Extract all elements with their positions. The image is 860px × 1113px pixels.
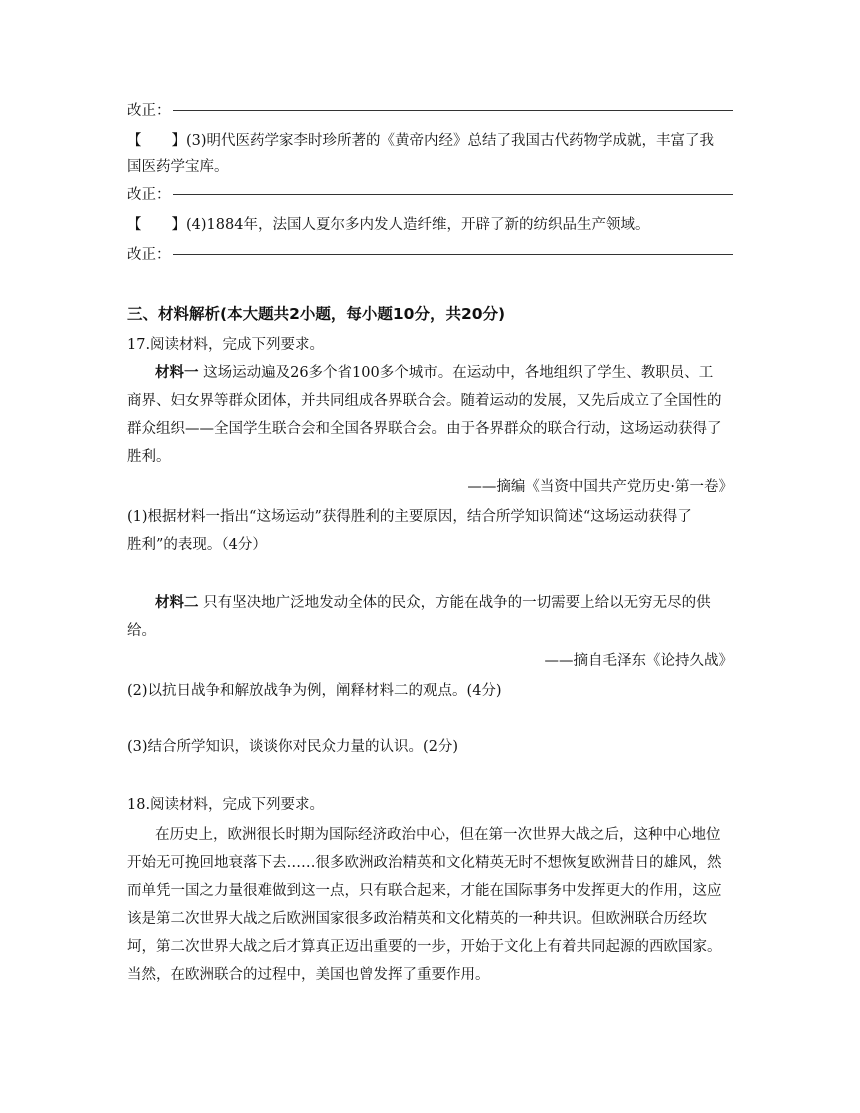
material-source: ——摘编《当资中国共产党历史·第一卷》 <box>467 479 733 495</box>
material-line: 开始无可挽回地衰落下去……很多欧洲政治精英和文化精英无时不想恢复欧洲昔日的雄风，然 <box>127 855 722 871</box>
correction-label: 改正： <box>127 103 171 119</box>
material-line: 在历史上，欧洲很长时期为国际经济政治中心，但在第一次世界大战之后，这种中心地位 <box>155 827 721 843</box>
material-label: 材料二 <box>155 595 199 611</box>
answer-line[interactable] <box>173 194 734 195</box>
answer-line[interactable] <box>173 254 734 255</box>
material-line: 该是第二次世界大战之后欧洲国家很多政治精英和文化精英的一种共识。但欧洲联合历经坎 <box>127 911 707 927</box>
material-line: 当然，在欧洲联合的过程中，美国也曾发挥了重要作用。 <box>127 967 490 983</box>
correction-row <box>127 184 733 206</box>
correction-label: 改正： <box>127 247 171 263</box>
material-line: 坷，第二次世界大战之后才算真正迈出重要的一步，开始于文化上有着共同起源的西欧国家。 <box>127 939 722 955</box>
item-number: (4) <box>186 217 207 233</box>
section-title: 三、材料解析(本大题共2小题，每小题10分，共20分) <box>127 305 506 323</box>
judgement-item-3 <box>127 130 733 152</box>
question-17-stem: 17.阅读材料，完成下列要求。 <box>127 337 325 353</box>
material-1-line: 商界、妇女界等群众团体，并共同组成各界联合会。随着运动的发展，又先后成立了全国性的 <box>127 393 722 409</box>
correction-label: 改正： <box>127 187 171 203</box>
material-line: 而单凭一国之力量很难做到这一点，只有联合起来，才能在国际事务中发挥更大的作用，这应 <box>127 883 722 899</box>
material-2-line <box>155 592 733 614</box>
material-source: ——摘自毛泽东《论持久战》 <box>544 653 733 669</box>
judgement-item-4 <box>127 214 733 236</box>
material-2-line: 给。 <box>127 623 156 639</box>
correction-row <box>127 100 733 122</box>
material-1-line: 胜利。 <box>127 449 171 465</box>
correction-row <box>127 244 733 266</box>
bracket-close: 】 <box>171 133 186 149</box>
item-text: 明代医药学家李时珍所著的《黄帝内经》总结了我国古代药物学成就，丰富了我 <box>206 133 715 149</box>
sub-question-1: (1)根据材料一指出“这场运动”获得胜利的主要原因，结合所学知识简述“这场运动获得了 <box>127 509 692 525</box>
sub-question-1-continued: 胜利”的表现。（4分） <box>127 537 267 553</box>
question-18-stem: 18.阅读材料，完成下列要求。 <box>127 797 325 813</box>
material-text: 只有坚决地广泛地发动全体的民众，方能在战争的一切需要上给以无穷无尽的供 <box>198 595 711 611</box>
bracket-open: 【 <box>127 133 142 149</box>
judgement-item-3-continued: 国医药学宝库。 <box>127 159 229 175</box>
bracket-close: 】 <box>171 217 186 233</box>
material-1-line: 群众组织——全国学生联合会和全国各界联合会。由于各界群众的联合行动，这场运动获得了 <box>127 421 722 437</box>
sub-question-3: (3)结合所学知识，谈谈你对民众力量的认识。(2分) <box>127 739 459 755</box>
sub-question-2: (2)以抗日战争和解放战争为例，阐释材料二的观点。(4分) <box>127 683 502 699</box>
material-label: 材料一 <box>155 365 199 381</box>
bracket-open: 【 <box>127 217 142 233</box>
material-1-line <box>155 362 733 384</box>
item-text: 1884年，法国人夏尔多内发人造纤维，开辟了新的纺织品生产领域。 <box>206 217 650 233</box>
material-text: 这场运动遍及26多个省100多个城市。在运动中，各地组织了学生、教职员、工 <box>198 365 714 381</box>
answer-line[interactable] <box>173 110 734 111</box>
item-number: (3) <box>186 133 207 149</box>
